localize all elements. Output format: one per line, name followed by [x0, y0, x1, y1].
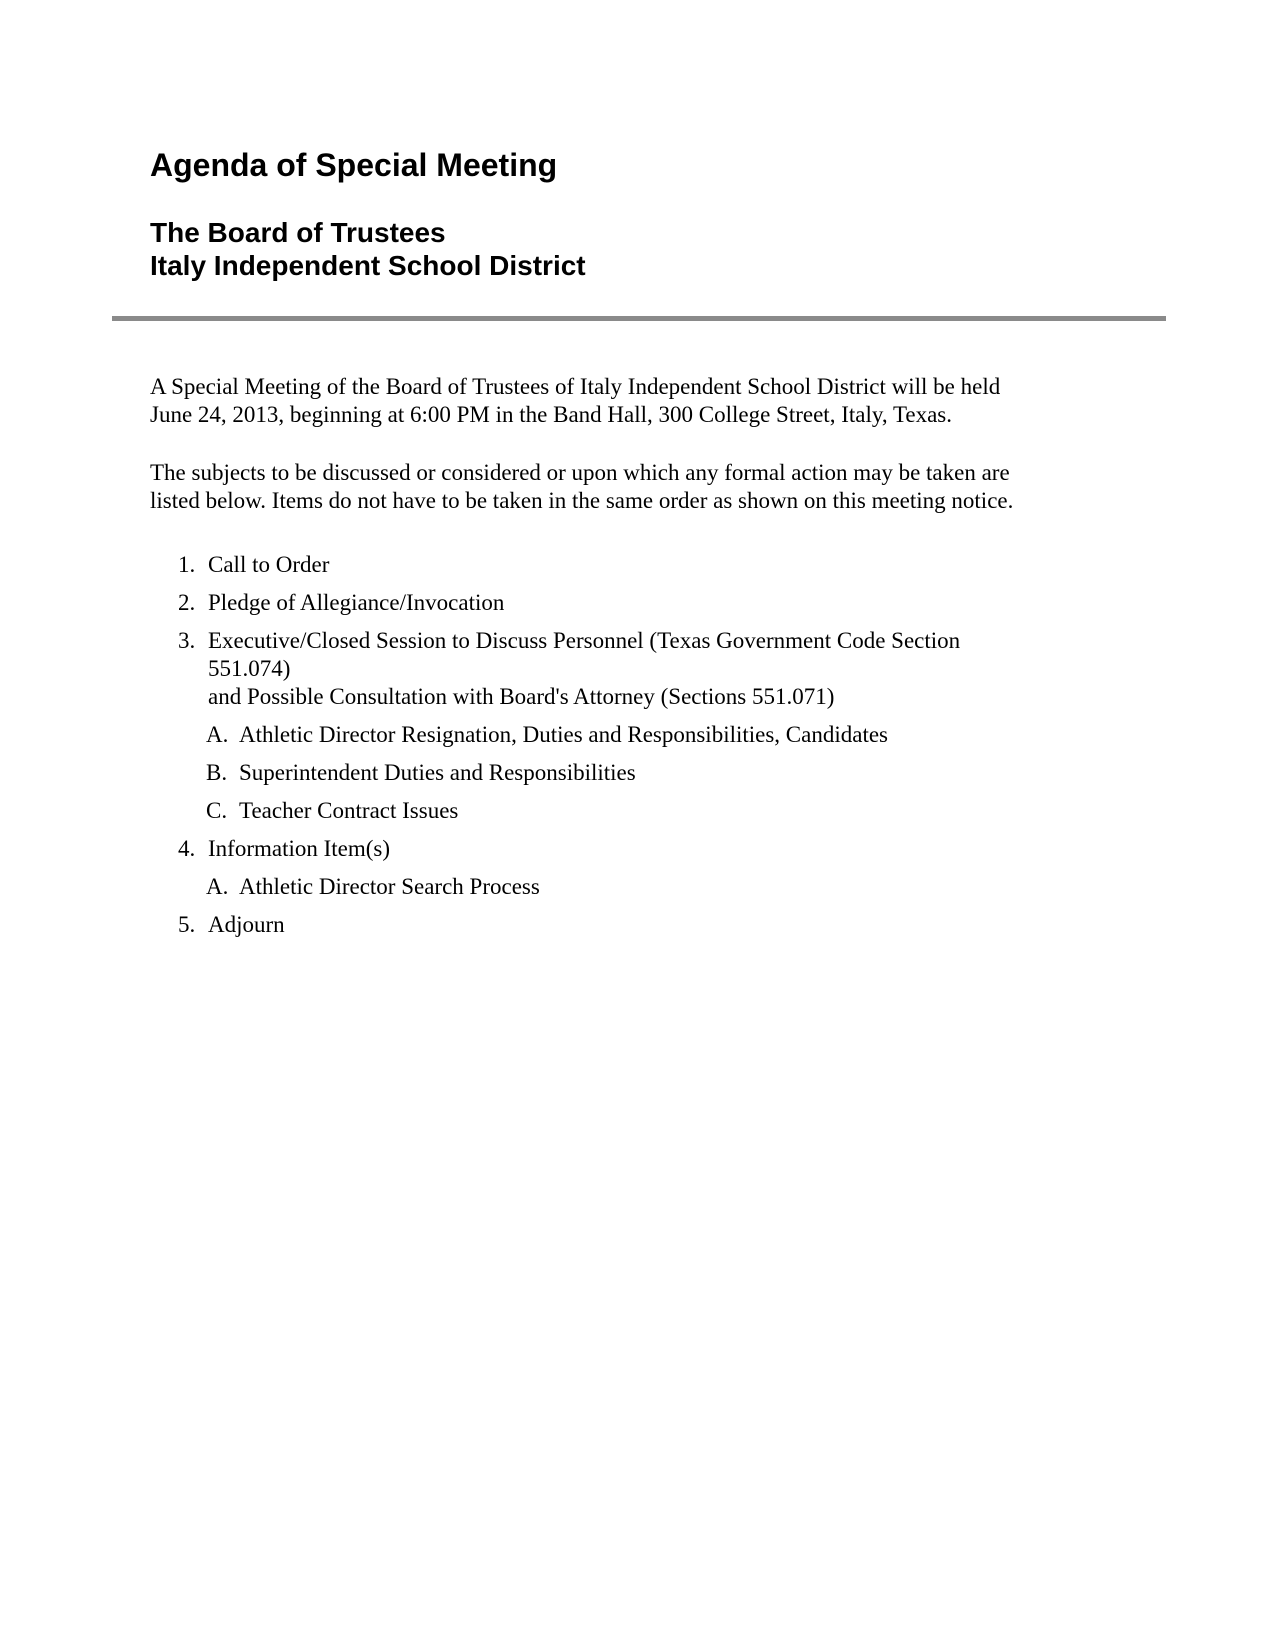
sub-item-text: Athletic Director Resignation, Duties and Responsibilities, Candidates	[239, 722, 888, 747]
sub-item-letter: C.	[206, 798, 228, 823]
sub-item	[150, 721, 960, 749]
sub-item	[150, 873, 960, 901]
item-number: 3.	[178, 628, 196, 653]
paragraph-line: A Special Meeting of the Board of Trustees of Italy Independent School District will be held	[150, 374, 1001, 399]
agenda-list	[150, 551, 960, 949]
sub-item-letter: A.	[206, 874, 229, 899]
subjects-paragraph	[150, 459, 1013, 515]
agenda-item-call-to-order	[150, 551, 960, 579]
paragraph-line: The subjects to be discussed or considered or upon which any formal action may be taken are	[150, 460, 1010, 485]
item-number: 4.	[178, 836, 196, 861]
page-title: Agenda of Special Meeting	[150, 147, 558, 183]
agenda-item-pledge	[150, 589, 960, 617]
item-number: 1.	[178, 552, 196, 577]
item-text-line: and Possible Consultation with Board's Attorney (Sections 551.071)	[208, 684, 835, 709]
paragraph-line: listed below. Items do not have to be taken in the same order as shown on this meeting notice.	[150, 488, 1014, 513]
item-text: Information Item(s)	[208, 836, 391, 861]
sub-item	[150, 759, 960, 787]
agenda-item-adjourn	[150, 911, 960, 939]
item-text: Call to Order	[208, 552, 330, 577]
paragraph-line: June 24, 2013, beginning at 6:00 PM in the Band Hall, 300 College Street, Italy, Texas.	[150, 402, 953, 427]
horizontal-divider	[112, 316, 1166, 321]
district-name: Italy Independent School District	[150, 250, 586, 281]
item-number: 2.	[178, 590, 196, 615]
item-text-line: 551.074)	[208, 656, 291, 681]
item-text: Adjourn	[208, 912, 285, 937]
sub-item-text: Superintendent Duties and Responsibilities	[239, 760, 636, 785]
sub-item-letter: A.	[206, 722, 229, 747]
board-name: The Board of Trustees	[150, 217, 446, 248]
sub-item-text: Teacher Contract Issues	[239, 798, 459, 823]
item-text-line: Executive/Closed Session to Discuss Personnel (Texas Government Code Section	[208, 628, 961, 653]
item-text: Pledge of Allegiance/Invocation	[208, 590, 505, 615]
agenda-item-information-items	[150, 835, 960, 863]
agenda-item-executive-session	[150, 627, 960, 711]
item-number: 5.	[178, 912, 196, 937]
meeting-notice-paragraph	[150, 373, 1000, 429]
board-heading	[150, 216, 586, 282]
sub-item-text: Athletic Director Search Process	[239, 874, 540, 899]
sub-item-letter: B.	[206, 760, 228, 785]
sub-item	[150, 797, 960, 825]
